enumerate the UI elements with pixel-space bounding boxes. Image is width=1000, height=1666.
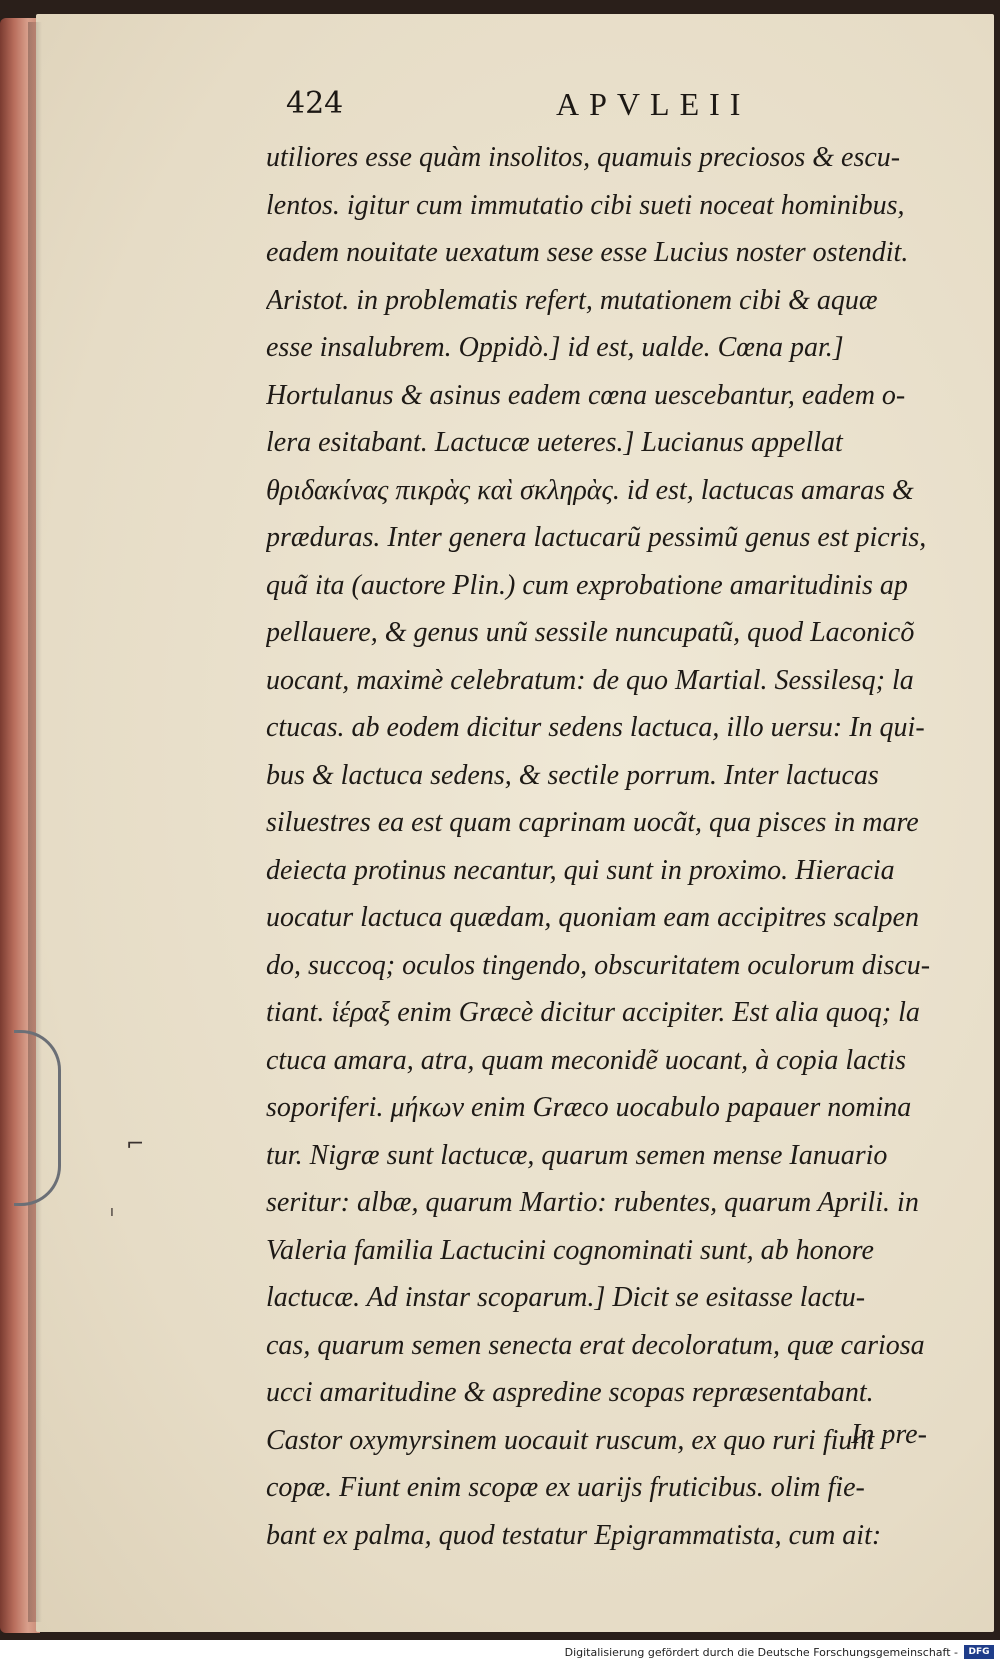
text-line: tur. Nigræ sunt lactucæ, quarum semen mense Ianuario (266, 1139, 888, 1171)
text-line: præduras. Inter genera lactucarũ pessimũ genus est picris, (266, 522, 927, 553)
text-line: esse insalubrem. Oppidò.] id est, ualde. Cœna par.] (266, 332, 844, 363)
text-block (266, 134, 966, 1559)
text-line: Hortulanus & asinus eadem cœna uescebantur, eadem o- (266, 379, 906, 411)
text-line: tiant. ἱέραξ enim Græcè dicitur accipiter. Est alia quoq; la (266, 997, 920, 1028)
text-line: Castor oxymyrsinem uocauit ruscum, ex quo ruri fiunt (266, 1424, 875, 1456)
text-line: uocant, maximè celebratum: de quo Martial. Sessilesq; la (266, 664, 914, 696)
text-line: quã ita (auctore Plin.) cum exprobatione amaritudinis ap (266, 569, 908, 601)
spine-shadow (28, 22, 42, 1622)
text-line: cas, quarum semen senecta erat decoloratum, quæ cariosa (266, 1329, 925, 1361)
text-line: lera esitabant. Lactucæ ueteres.] Lucianus appellat (266, 427, 843, 458)
text-line: Aristot. in problematis refert, mutationem cibi & aquæ (266, 284, 878, 316)
margin-mark: ⌐ (126, 1132, 145, 1157)
catchword: In pre- (851, 1419, 927, 1450)
page-header (286, 86, 846, 136)
text-line: deiecta protinus necantur, qui sunt in proximo. Hieracia (266, 854, 895, 886)
text-line: lentos. igitur cum immutatio cibi sueti noceat hominibus, (266, 189, 905, 221)
text-line: do, succoq; oculos tingendo, obscuritatem oculorum discu- (266, 949, 931, 981)
page-number: 424 (286, 86, 344, 121)
text-line: utiliores esse quàm insolitos, quamuis preciosos & escu- (266, 142, 901, 173)
text-line: ucci amaritudine & aspredine scopas repræsentabant. (266, 1377, 874, 1408)
text-line: seritur: albæ, quarum Martio: rubentes, quarum Aprili. in (266, 1187, 919, 1218)
text-line: soporiferi. μήκων enim Græco uocabulo papauer nomina (266, 1092, 912, 1123)
text-line: eadem nouitate uexatum sese esse Lucius noster ostendit. (266, 237, 909, 268)
book-page (36, 14, 994, 1632)
margin-mark: ı (110, 1204, 114, 1220)
text-line: pellauere, & genus unũ sessile nuncupatũ, quod Laconicõ (266, 617, 915, 648)
text-line: ctucas. ab eodem dicitur sedens lactuca, illo uersu: In qui- (266, 712, 925, 743)
footer-credit: Digitalisierung gefördert durch die Deutsche Forschungsgemeinschaft - (564, 1646, 958, 1659)
running-head: APVLEII (556, 86, 751, 122)
book-clip (14, 1030, 61, 1206)
text-line: bus & lactuca sedens, & sectile porrum. Inter lactucas (266, 759, 879, 791)
text-line: copæ. Fiunt enim scopæ ex uarijs fruticibus. olim fie- (266, 1472, 865, 1503)
text-line: bant ex palma, quod testatur Epigrammatista, cum ait: (266, 1519, 882, 1551)
text-line: lactucæ. Ad instar scoparum.] Dicit se esitasse lactu- (266, 1282, 866, 1313)
text-line: ctuca amara, atra, quam meconidẽ uocant, à copia lactis (266, 1044, 907, 1076)
dfg-logo: DFG (964, 1645, 994, 1659)
footer-bar (0, 1640, 1000, 1666)
text-line: θριδακίνας πικρὰς καὶ σκληρὰς. id est, lactucas amaras & (266, 474, 914, 506)
text-line: siluestres ea est quam caprinam uocãt, qua pisces in mare (266, 807, 919, 838)
text-line: uocatur lactuca quædam, quoniam eam accipitres scalpen (266, 902, 919, 933)
text-line: Valeria familia Lactucini cognominati sunt, ab honore (266, 1234, 874, 1266)
